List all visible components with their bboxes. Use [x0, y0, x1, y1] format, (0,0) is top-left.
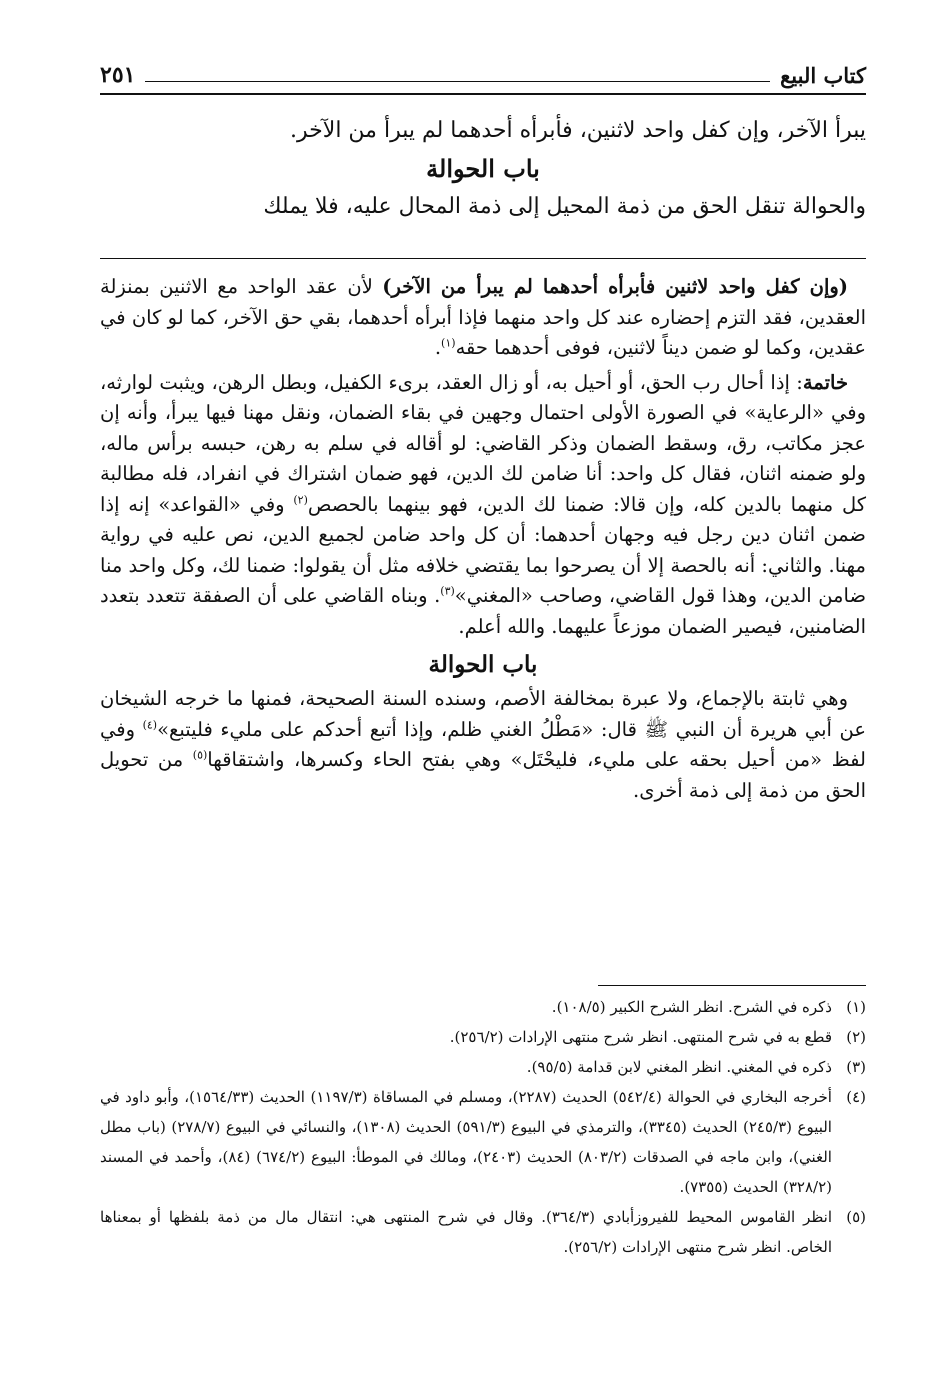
chapter-title-matn: باب الحوالة: [426, 154, 540, 183]
matn-line-2: والحوالة تنقل الحق من ذمة المحيل إلى ذمة المحال عليه، فلا يملك: [263, 194, 866, 219]
paragraph-text: : إذا أحال رب الحق، أو أحيل به، أو زال العقد، برىء الكفيل، وبطل الرهن، ويثبت لوارثه، وفي «الرعاية» في الصورة الأولى احتمال وجهين في بقاء الضمان، ونقل مهنا فيها يبرأ، وأنه إن عجز مكاتب، رق، وسقط الضمان وذكر القاضي: لو أقاله في سلم به رهن، حبسه برأس ماله، ولو ضمنه اثنان، فقال كل واحد: أنا ضامن لك الدين، فهو ضمان اشتراك في انفراد، فله مطالبة كل منهما بالدين كله، وإن قالا: ضمنا لك الدين، فهو بينهما بالحصص: [100, 370, 866, 516]
paragraph-text: وفي «القواعد» إنه إذا ضمن اثنان دين رجل فيه وجهان أحدهما: أن كل واحد ضامن لجميع الدين، نص عليه في رواية مهنا. والثاني: أنه بالحصة إلا أن يصرحوا بما يقتضي خلافه مثل أن يقولوا: ضمنا لك، وكل واحد منا ضامن الدين، وهذا قول القاضي، وصاحب «المغني»: [100, 492, 867, 607]
footnotes: [100, 992, 866, 1262]
footnote-separator: [598, 985, 866, 986]
running-header: [100, 58, 866, 88]
footnote-ref-4: (٤): [142, 718, 158, 731]
commentary-paragraph-1: [100, 272, 866, 364]
footnote-text: قطع به في شرح المنتهى. انظر شرح منتهى الإرادات (٢٥٦/٢).: [449, 1028, 832, 1046]
paragraph-text: وفي لفظ «من أحيل بحقه على مليء، فليحْتَل» وهي بفتح الحاء وكسرها، واشتقاقها: [100, 717, 866, 771]
header-divider: [100, 93, 866, 95]
paragraph-text: لأن عقد الواحد مع الاثنين بمنزلة العقدين، فقد التزم إحضاره عند كل واحد منهما فإذا أبرأه أحدهما، بقي حق الآخر، كما لو كان في عقدين، وكما لو ضمن ديناً لاثنين، فوفى أحدهما حقه: [100, 275, 866, 359]
commentary-paragraph-2: [100, 368, 866, 643]
footnote-ref-3: (٣): [440, 584, 455, 598]
footnote-ref-2: (٢): [293, 493, 308, 506]
commentary-paragraph-3: [100, 684, 866, 806]
main-text: [100, 112, 866, 226]
page-number: ٢٥١: [100, 62, 136, 88]
footnote-text: ذكره في المغني. انظر المغني لابن قدامة (٩٥/٥).: [526, 1058, 832, 1076]
footnote-number: (٤): [846, 1088, 866, 1106]
commentary-text: [100, 272, 866, 810]
chapter-title-commentary: باب الحوالة: [428, 651, 538, 678]
footnote-number: (٢): [846, 1028, 866, 1046]
paragraph-text: وهي ثابتة بالإجماع، ولا عبرة بمخالفة الأصم، وسنده السنة الصحيحة، فمنها ما خرجه الشيخان عن أبي هريرة أن النبي ﷺ قال: «مَطْلُ الغني ظلم، وإذا أتبع أحدكم على مليء فليتبع»: [100, 687, 866, 741]
quoted-matn: (وإن كفل واحد لاثنين فأبرأه أحدهما لم يبرأ من الآخر): [382, 275, 848, 298]
matn-line-1: يبرأ الآخر، وإن كفل واحد لاثنين، فأبرأه أحدهما لم يبرأ من الآخر.: [290, 118, 866, 143]
footnote-number: (٣): [846, 1058, 866, 1076]
footnote-number: (١): [846, 998, 866, 1016]
conclusion-label: خاتمة: [802, 370, 848, 394]
footnote-text: أخرجه البخاري في الحوالة (٥٤٢/٤) الحديث (٢٢٨٧)، ومسلم في المساقاة (١١٩٧/٣) الحديث (١٥٦٤/٣٣)، وأبو داود في البيوع (٢٤٥/٣) الحديث (٣٣٤٥)، والترمذي في البيوع (٥٩١/٣) الحديث (١٣٠٨)، والنسائي في البيوع (٢٧٨/٧) (باب مطل الغني)، وابن ماجه في الصدقات (٨٠٣/٢) الحديث (٢٤٠٣)، ومالك في الموطأ: البيوع (٦٧٤/٢) (٨٤)، وأحمد في المسند (٣٢٨/٢) الحديث (٧٣٥٥).: [100, 1088, 832, 1196]
header-rule: [145, 81, 770, 82]
paragraph-text: . وبناه القاضي على أن الصفقة تتعدد بتعدد الضامنين، فيصير الضمان موزعاً عليهما. والله أعلم.: [100, 584, 866, 638]
footnote: [100, 1082, 866, 1202]
footnote: [100, 992, 866, 1022]
footnote: [100, 1022, 866, 1052]
paragraph-text: من تحويل الحق من ذمة إلى ذمة أخرى.: [100, 748, 866, 802]
footnote-number: (٥): [846, 1208, 866, 1226]
matn-commentary-divider: [100, 258, 866, 259]
footnote: [100, 1052, 866, 1082]
footnote-text: انظر القاموس المحيط للفيروزأبادي (٣٦٤/٣). وقال في شرح المنتهى هي: انتقال مال من ذمة بلفظها أو بمعناها الخاص. انظر شرح منتهى الإرادات (٢٥٦/٢).: [100, 1208, 832, 1256]
paragraph-end: .: [434, 336, 442, 359]
header-book-title: كتاب البيع: [780, 63, 866, 88]
footnote-ref-1: (١): [441, 336, 456, 350]
footnote: [100, 1202, 866, 1262]
footnote-ref-5: (٥): [192, 748, 208, 762]
footnote-text: ذكره في الشرح. انظر الشرح الكبير (١٠٨/٥).: [551, 998, 832, 1016]
